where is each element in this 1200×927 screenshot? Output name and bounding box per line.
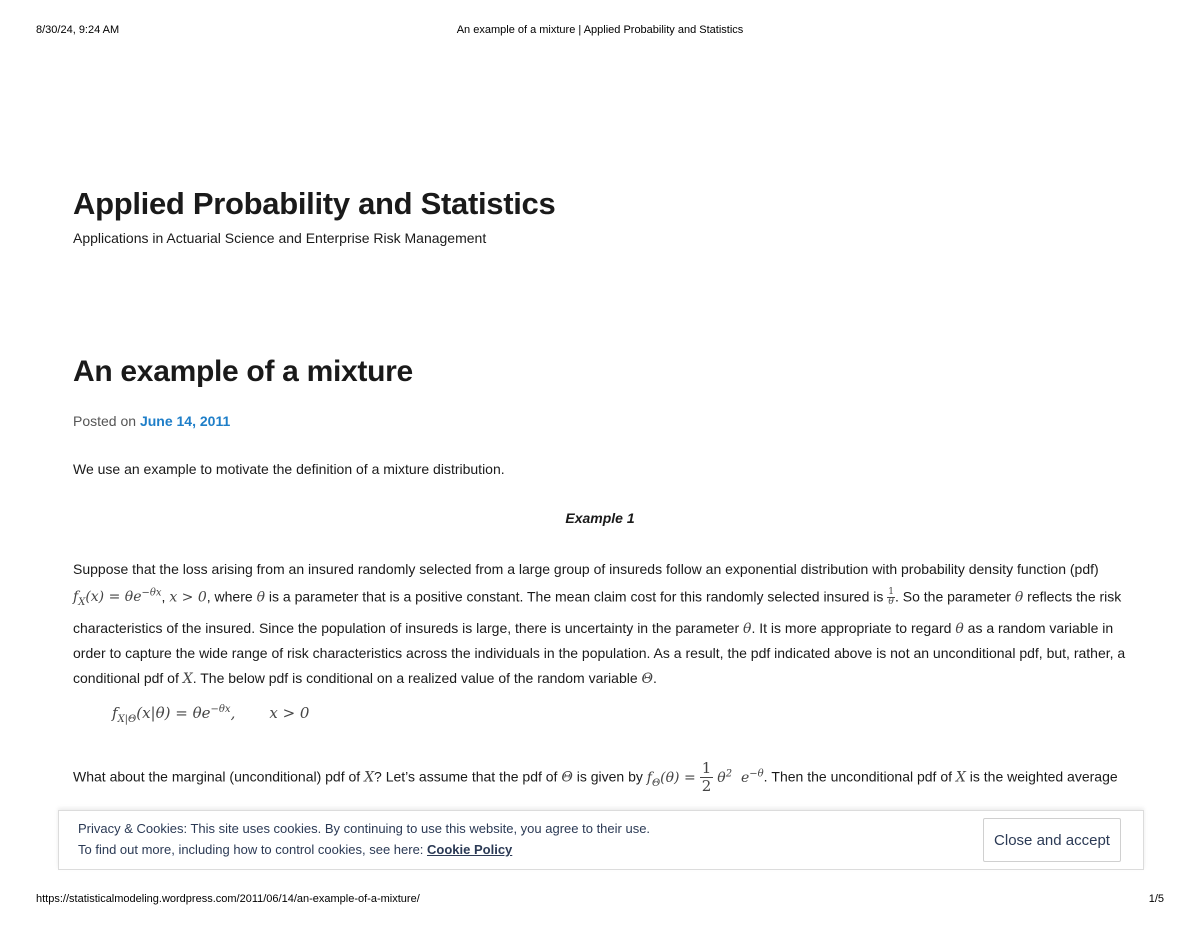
cookie-info-text: To find out more, including how to control cookies, see here: Cookie Policy [78,842,513,857]
posted-on-label: Posted on [73,413,137,429]
site-title[interactable]: Applied Probability and Statistics [73,186,556,221]
post-paragraph-1: Suppose that the loss arising from an insured randomly selected from a large group of insureds follow an exponential distribution with probability density function (pdf) $f_X(x) = \theta e^{-\theta x}$, x > 0, where θ is a parameter that is a positive constant. The mean claim cost for this randomly selected insured is $\frac{1}{\theta}$ . So the parameter θ reflects the risk characteristics of the insured. Since the population of insureds is large, there is uncertainty in the parameter θ. It is more appropriate to regard θ as a random variable in order to capture the wide range of risk characteristics across the individuals in the population. As a result, the pdf indicated above is not an unconditional pdf, but, rather, a conditional pdf of X. The below pdf is conditional on a realized value of the random variable Θ. [73,561,1126,687]
post-meta [73,413,230,429]
post-intro: We use an example to motivate the definition of a mixture distribution. [73,461,505,477]
math-pdf-formula: $f_X(x) = \theta e^{-\theta x}$ [73,587,162,609]
math-fraction: $\frac{1}{\theta}$ [888,587,894,608]
cookie-notice-text: Privacy & Cookies: This site uses cookies. By continuing to use this website, you agree to their use. [78,821,651,836]
post-title: An example of a mixture [73,355,413,388]
math-prior-pdf: $f_\Theta(\theta)$ = [646,769,696,789]
display-equation-conditional-pdf: $f_{X|\Theta}(x|\theta) = \theta e^{-\theta x}$, x > 0 [112,704,310,725]
site-tagline: Applications in Actuarial Science and Enterprise Risk Management [73,230,487,246]
cookie-policy-link[interactable]: Cookie Policy [427,842,513,857]
post-date-link[interactable]: June 14, 2011 [139,413,231,429]
post-paragraph-2: What about the marginal (unconditional) pdf of X? Let’s assume that the pdf of Θ is given by $f_\Theta(\theta)$ = $\frac{1}{2}$ $\theta^2$ $e^{-\theta}$. Then the unconditional pdf of X is the weighted average [73,759,1118,796]
print-footer-url: https://statisticalmodeling.wordpress.com/2011/06/14/an-example-of-a-mixture/ [36,893,420,905]
print-header-datetime: 8/30/24, 9:24 AM [36,24,120,36]
print-footer-page: 1/5 [1148,893,1164,905]
print-header-title: An example of a mixture | Applied Probability and Statistics [456,24,744,36]
cookie-banner [58,810,1144,870]
close-and-accept-button[interactable]: Close and accept [983,818,1121,862]
example-heading: Example 1 [565,510,635,526]
